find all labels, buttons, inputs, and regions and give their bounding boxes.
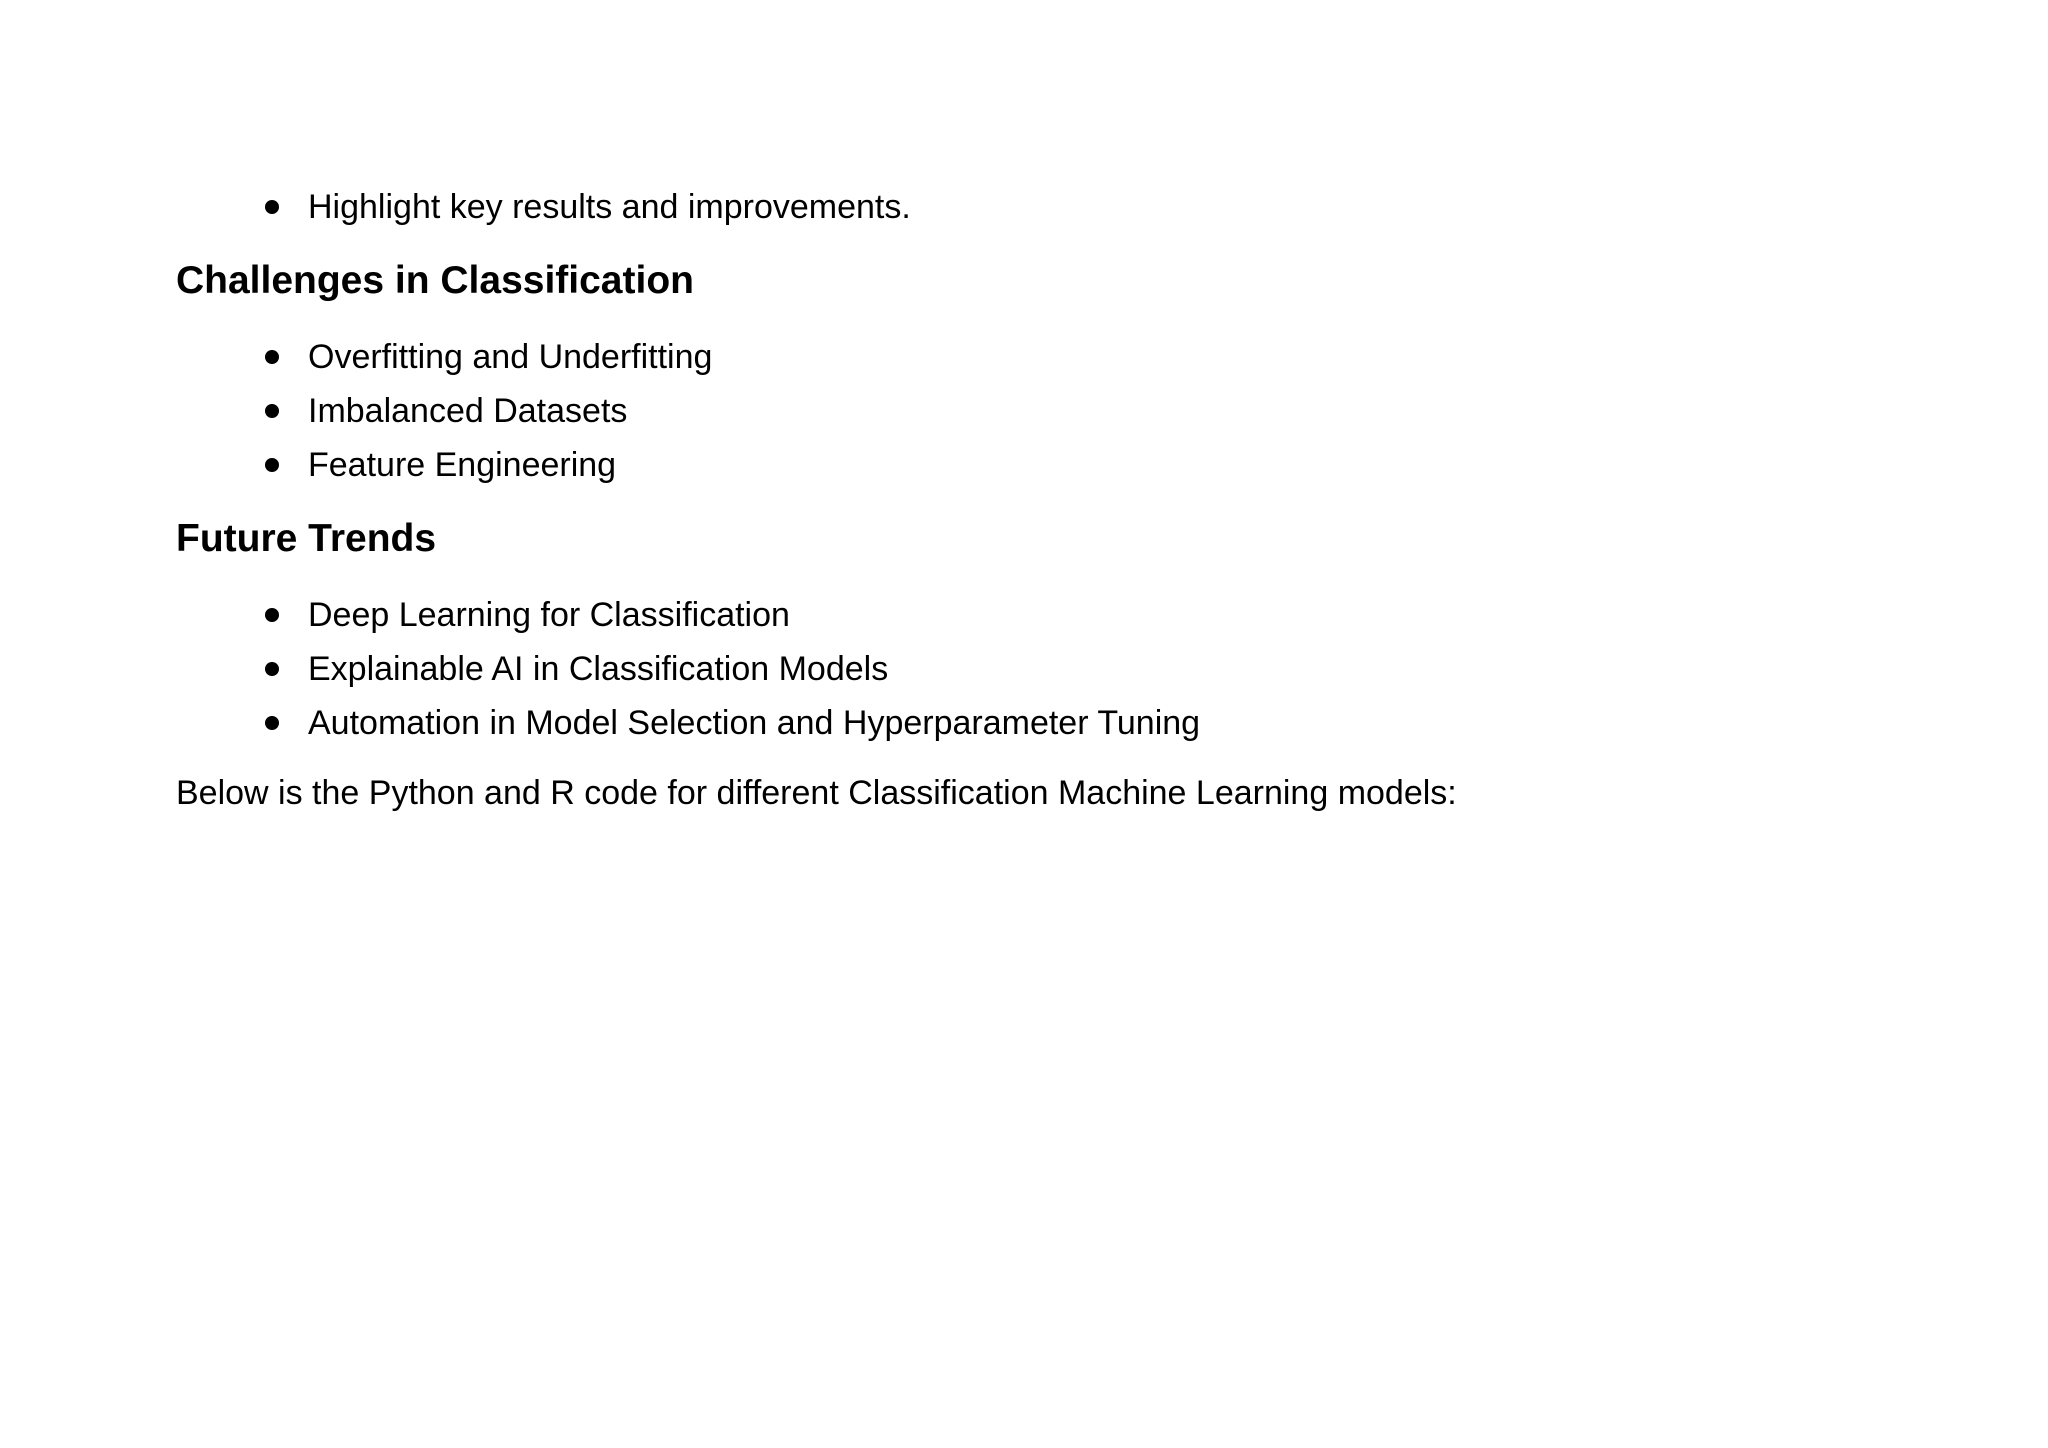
list-item [176, 384, 1876, 438]
bullet-icon [265, 350, 279, 364]
bullet-icon [265, 608, 279, 622]
list-item [176, 438, 1876, 492]
list-item-text: Overfitting and Underfitting [308, 338, 713, 376]
document-content [176, 180, 1876, 820]
section-heading-challenges: Challenges in Classification [176, 259, 694, 302]
list-item-text: Deep Learning for Classification [308, 596, 790, 634]
list-item [176, 330, 1876, 384]
list-item-text: Imbalanced Datasets [308, 392, 628, 430]
list-item-text: Automation in Model Selection and Hyperparameter Tuning [308, 704, 1201, 742]
challenges-bullet-list [176, 330, 1876, 492]
section-heading-future-trends: Future Trends [176, 517, 437, 560]
bullet-icon [265, 200, 279, 214]
list-item [176, 588, 1876, 642]
list-item-text: Feature Engineering [308, 446, 617, 484]
list-item [176, 180, 1876, 234]
bullet-icon [265, 662, 279, 676]
future-trends-bullet-list [176, 588, 1876, 750]
bullet-icon [265, 458, 279, 472]
bullet-icon [265, 716, 279, 730]
bullet-icon [265, 404, 279, 418]
closing-paragraph: Below is the Python and R code for different Classification Machine Learning models: [176, 774, 1457, 812]
list-item [176, 642, 1876, 696]
list-item [176, 696, 1876, 750]
list-item-text: Explainable AI in Classification Models [308, 650, 889, 688]
intro-bullet-list [176, 180, 1876, 234]
list-item-text: Highlight key results and improvements. [308, 188, 911, 226]
